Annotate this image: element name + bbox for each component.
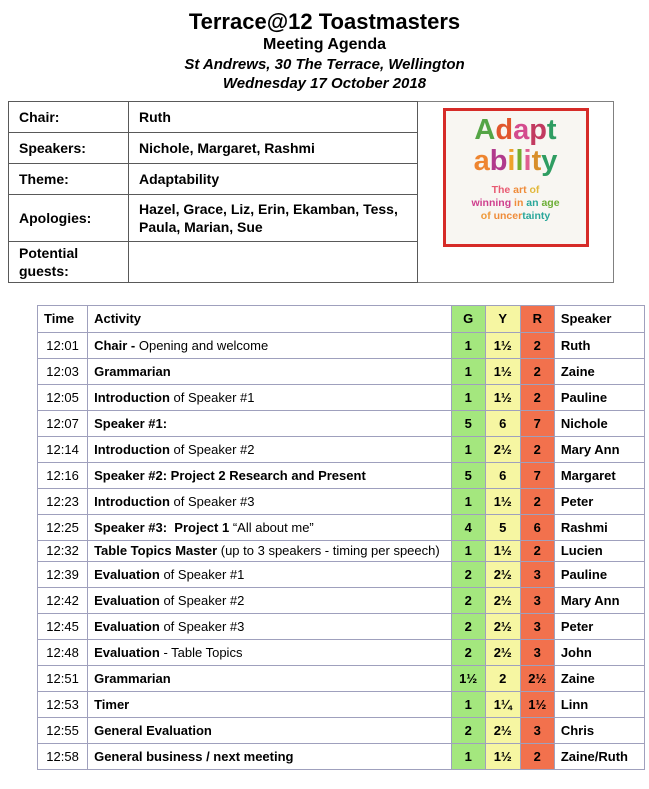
agenda-activity-segment: Grammarian <box>94 670 171 686</box>
agenda-speaker: Chris <box>554 718 644 744</box>
agenda-green-time: 2 <box>451 562 485 588</box>
agenda-red-time: 3 <box>520 718 554 744</box>
agenda-green-time: 2 <box>451 640 485 666</box>
agenda-green-time: 1 <box>451 437 485 463</box>
agenda-row <box>38 718 645 744</box>
agenda-activity <box>88 411 452 437</box>
agenda-green-time: 5 <box>451 411 485 437</box>
agenda-activity-segment: of Speaker #3 <box>159 618 245 634</box>
agenda-yellow-time: 1½ <box>485 333 520 359</box>
agenda-speaker: Peter <box>554 489 644 515</box>
agenda-yellow-time: 1½ <box>485 744 520 770</box>
info-label: Chair: <box>9 102 129 133</box>
agenda-red-time: 3 <box>520 640 554 666</box>
poster-letter: t <box>531 145 542 177</box>
agenda-time: 12:14 <box>38 437 88 463</box>
agenda-activity-segment: (up to 3 speakers - timing per speech) <box>217 543 440 558</box>
agenda-green-time: 2 <box>451 614 485 640</box>
agenda-activity-segment: Introduction <box>94 441 170 457</box>
poster-letter: y <box>541 145 558 177</box>
agenda-yellow-time: 2 <box>485 666 520 692</box>
info-value: Ruth <box>129 102 418 133</box>
info-value: Hazel, Grace, Liz, Erin, Ekamban, Tess, Paula, Marian, Sue <box>129 195 418 242</box>
agenda-activity-segment: of Speaker #1 <box>159 566 245 582</box>
poster-letter: l <box>515 145 524 177</box>
agenda-green-time: 2 <box>451 718 485 744</box>
agenda-speaker: Ruth <box>554 333 644 359</box>
info-table <box>8 101 418 283</box>
agenda-speaker: Zaine <box>554 359 644 385</box>
agenda-red-time: 6 <box>520 515 554 541</box>
agenda-time: 12:45 <box>38 614 88 640</box>
agenda-red-time: 2 <box>520 333 554 359</box>
agenda-green-time: 1 <box>451 385 485 411</box>
agenda-activity-segment: “All about me” <box>229 519 314 535</box>
agenda-red-time: 2½ <box>520 666 554 692</box>
info-label: Potential guests: <box>9 242 129 283</box>
poster-cell <box>418 101 614 283</box>
poster-tagline-word: The <box>491 184 514 196</box>
agenda-red-time: 7 <box>520 463 554 489</box>
agenda-time: 12:25 <box>38 515 88 541</box>
agenda-table-body <box>38 333 645 770</box>
poster-tagline-word: winning <box>471 197 515 209</box>
agenda-row <box>38 640 645 666</box>
poster-word-line <box>446 115 586 146</box>
agenda-activity <box>88 640 452 666</box>
agenda-activity-segment: Table Topics Master <box>94 543 218 558</box>
agenda-activity-segment: Timer <box>94 696 130 712</box>
agenda-time: 12:07 <box>38 411 88 437</box>
page-title: Terrace@12 Toastmasters <box>188 9 461 34</box>
poster-tagline-word: of <box>480 210 494 222</box>
agenda-activity-segment: Opening and welcome <box>135 337 269 353</box>
agenda-speaker: Pauline <box>554 385 644 411</box>
agenda-time: 12:48 <box>38 640 88 666</box>
agenda-yellow-time: 2½ <box>485 437 520 463</box>
agenda-activity <box>88 385 452 411</box>
agenda-activity-segment: Speaker #3: Project 1 <box>94 519 230 535</box>
agenda-activity-segment: of Speaker #2 <box>169 441 255 457</box>
agenda-red-time: 2 <box>520 359 554 385</box>
poster-tagline-word: of <box>529 184 540 196</box>
agenda-activity-segment: Grammarian <box>94 363 171 379</box>
agenda-col-y: Y <box>485 306 520 333</box>
agenda-row <box>38 588 645 614</box>
agenda-speaker: Linn <box>554 692 644 718</box>
agenda-activity-segment: Speaker #2: Project 2 Research and Present <box>94 467 366 483</box>
agenda-time: 12:51 <box>38 666 88 692</box>
info-label: Apologies: <box>9 195 129 242</box>
agenda-red-time: 2 <box>520 744 554 770</box>
agenda-activity <box>88 588 452 614</box>
agenda-time: 12:05 <box>38 385 88 411</box>
agenda-col-time: Time <box>38 306 88 333</box>
poster-tagline-word: in <box>514 197 527 209</box>
agenda-row <box>38 692 645 718</box>
agenda-activity <box>88 489 452 515</box>
agenda-activity <box>88 359 452 385</box>
agenda-green-time: 1 <box>451 489 485 515</box>
agenda-red-time: 3 <box>520 562 554 588</box>
agenda-speaker: Lucien <box>554 541 644 562</box>
agenda-yellow-time: 2½ <box>485 588 520 614</box>
agenda-activity-segment: of Speaker #1 <box>169 389 255 405</box>
agenda-yellow-time: 2½ <box>485 718 520 744</box>
agenda-red-time: 3 <box>520 614 554 640</box>
page-header <box>0 0 649 93</box>
agenda-activity-segment: Evaluation <box>94 618 160 634</box>
info-label: Theme: <box>9 164 129 195</box>
agenda-green-time: 1 <box>451 692 485 718</box>
agenda-activity <box>88 333 452 359</box>
agenda-green-time: 1 <box>451 541 485 562</box>
agenda-activity-segment: of Speaker #2 <box>159 592 245 608</box>
poster-tagline-word: an <box>526 197 542 209</box>
agenda-activity-segment: of Speaker #3 <box>169 493 255 509</box>
poster-tagline-word: uncer <box>493 210 523 222</box>
agenda-time: 12:39 <box>38 562 88 588</box>
info-value: Nichole, Margaret, Rashmi <box>129 133 418 164</box>
poster-letter: b <box>489 145 508 177</box>
agenda-speaker: Pauline <box>554 562 644 588</box>
agenda-activity-segment: General Evaluation <box>94 722 212 738</box>
agenda-red-time: 3 <box>520 588 554 614</box>
agenda-activity <box>88 692 452 718</box>
agenda-col-g: G <box>451 306 485 333</box>
agenda-yellow-time: 1½ <box>485 385 520 411</box>
agenda-time: 12:55 <box>38 718 88 744</box>
agenda-row <box>38 437 645 463</box>
agenda-red-time: 2 <box>520 385 554 411</box>
agenda-time: 12:23 <box>38 489 88 515</box>
info-row <box>9 242 418 283</box>
agenda-green-time: 1 <box>451 359 485 385</box>
agenda-speaker: Zaine/Ruth <box>554 744 644 770</box>
agenda-row <box>38 744 645 770</box>
agenda-time: 12:01 <box>38 333 88 359</box>
agenda-green-time: 1 <box>451 744 485 770</box>
agenda-row <box>38 411 645 437</box>
agenda-green-time: 1½ <box>451 666 485 692</box>
agenda-activity <box>88 718 452 744</box>
agenda-green-time: 4 <box>451 515 485 541</box>
poster-letter: t <box>546 114 557 146</box>
poster-tagline-line <box>446 197 586 210</box>
agenda-yellow-time: 2½ <box>485 640 520 666</box>
agenda-green-time: 2 <box>451 588 485 614</box>
agenda-time: 12:16 <box>38 463 88 489</box>
poster-tagline <box>446 184 586 223</box>
agenda-row <box>38 333 645 359</box>
agenda-activity <box>88 541 452 562</box>
agenda-row <box>38 489 645 515</box>
page-subtitle: Meeting Agenda <box>263 36 386 53</box>
agenda-table <box>37 305 645 770</box>
agenda-yellow-time: 1½ <box>485 541 520 562</box>
poster-letter: a <box>473 145 490 177</box>
agenda-green-time: 1 <box>451 333 485 359</box>
agenda-row <box>38 562 645 588</box>
agenda-time: 12:53 <box>38 692 88 718</box>
agenda-row <box>38 614 645 640</box>
agenda-speaker: Mary Ann <box>554 437 644 463</box>
agenda-yellow-time: 6 <box>485 463 520 489</box>
agenda-row <box>38 541 645 562</box>
agenda-row <box>38 359 645 385</box>
agenda-speaker: Zaine <box>554 666 644 692</box>
adaptability-poster <box>443 108 589 247</box>
poster-letter: d <box>495 114 514 146</box>
agenda-row <box>38 385 645 411</box>
agenda-speaker: Margaret <box>554 463 644 489</box>
agenda-red-time: 7 <box>520 411 554 437</box>
info-row <box>9 102 418 133</box>
info-table-body <box>9 102 418 283</box>
info-section <box>8 101 649 283</box>
poster-word <box>446 115 586 177</box>
agenda-activity-segment: Chair - <box>94 337 136 353</box>
poster-letter: i <box>523 145 532 177</box>
poster-word-line <box>446 146 586 177</box>
agenda-speaker: Rashmi <box>554 515 644 541</box>
poster-letter: a <box>513 114 530 146</box>
agenda-yellow-time: 1½ <box>485 489 520 515</box>
agenda-activity-segment: General business / next meeting <box>94 748 294 764</box>
info-row <box>9 164 418 195</box>
agenda-yellow-time: 2½ <box>485 562 520 588</box>
date-line: Wednesday 17 October 2018 <box>222 75 427 92</box>
agenda-activity-segment: Evaluation <box>94 592 160 608</box>
info-row <box>9 195 418 242</box>
poster-tagline-word: tainty <box>522 210 551 222</box>
agenda-time: 12:58 <box>38 744 88 770</box>
agenda-time: 12:03 <box>38 359 88 385</box>
agenda-row <box>38 666 645 692</box>
agenda-activity-segment: Speaker #1: <box>94 415 168 431</box>
poster-tagline-word: age <box>541 197 560 209</box>
agenda-green-time: 5 <box>451 463 485 489</box>
agenda-time: 12:42 <box>38 588 88 614</box>
agenda-header-row <box>38 306 645 333</box>
agenda-activity <box>88 437 452 463</box>
agenda-row <box>38 515 645 541</box>
agenda-activity-segment: Introduction <box>94 389 170 405</box>
agenda-time: 12:32 <box>38 541 88 562</box>
poster-letter: i <box>507 145 516 177</box>
agenda-speaker: Mary Ann <box>554 588 644 614</box>
agenda-yellow-time: 1½ <box>485 359 520 385</box>
agenda-red-time: 2 <box>520 489 554 515</box>
agenda-red-time: 2 <box>520 437 554 463</box>
agenda-activity <box>88 744 452 770</box>
agenda-row <box>38 463 645 489</box>
poster-tagline-line <box>446 184 586 197</box>
info-value: Adaptability <box>129 164 418 195</box>
agenda-activity-segment: Introduction <box>94 493 170 509</box>
info-label: Speakers: <box>9 133 129 164</box>
agenda-speaker: Peter <box>554 614 644 640</box>
agenda-activity <box>88 515 452 541</box>
agenda-col-r: R <box>520 306 554 333</box>
info-value <box>129 242 418 283</box>
agenda-yellow-time: 6 <box>485 411 520 437</box>
agenda-activity-segment: Evaluation <box>94 644 160 660</box>
venue-line: St Andrews, 30 The Terrace, Wellington <box>184 56 465 73</box>
agenda-activity <box>88 463 452 489</box>
info-row <box>9 133 418 164</box>
poster-letter: A <box>474 114 496 146</box>
poster-tagline-word: art <box>513 184 530 196</box>
agenda-yellow-time: 5 <box>485 515 520 541</box>
agenda-col-speaker: Speaker <box>554 306 644 333</box>
agenda-activity-segment: - Table Topics <box>159 644 243 660</box>
poster-tagline-line <box>446 210 586 223</box>
agenda-yellow-time: 1¼ <box>485 692 520 718</box>
agenda-activity <box>88 562 452 588</box>
agenda-activity <box>88 666 452 692</box>
agenda-activity-segment: Evaluation <box>94 566 160 582</box>
agenda-col-activity: Activity <box>88 306 452 333</box>
agenda-speaker: Nichole <box>554 411 644 437</box>
agenda-red-time: 1½ <box>520 692 554 718</box>
agenda-red-time: 2 <box>520 541 554 562</box>
poster-letter: p <box>529 114 547 146</box>
agenda-speaker: John <box>554 640 644 666</box>
agenda-yellow-time: 2½ <box>485 614 520 640</box>
agenda-activity <box>88 614 452 640</box>
